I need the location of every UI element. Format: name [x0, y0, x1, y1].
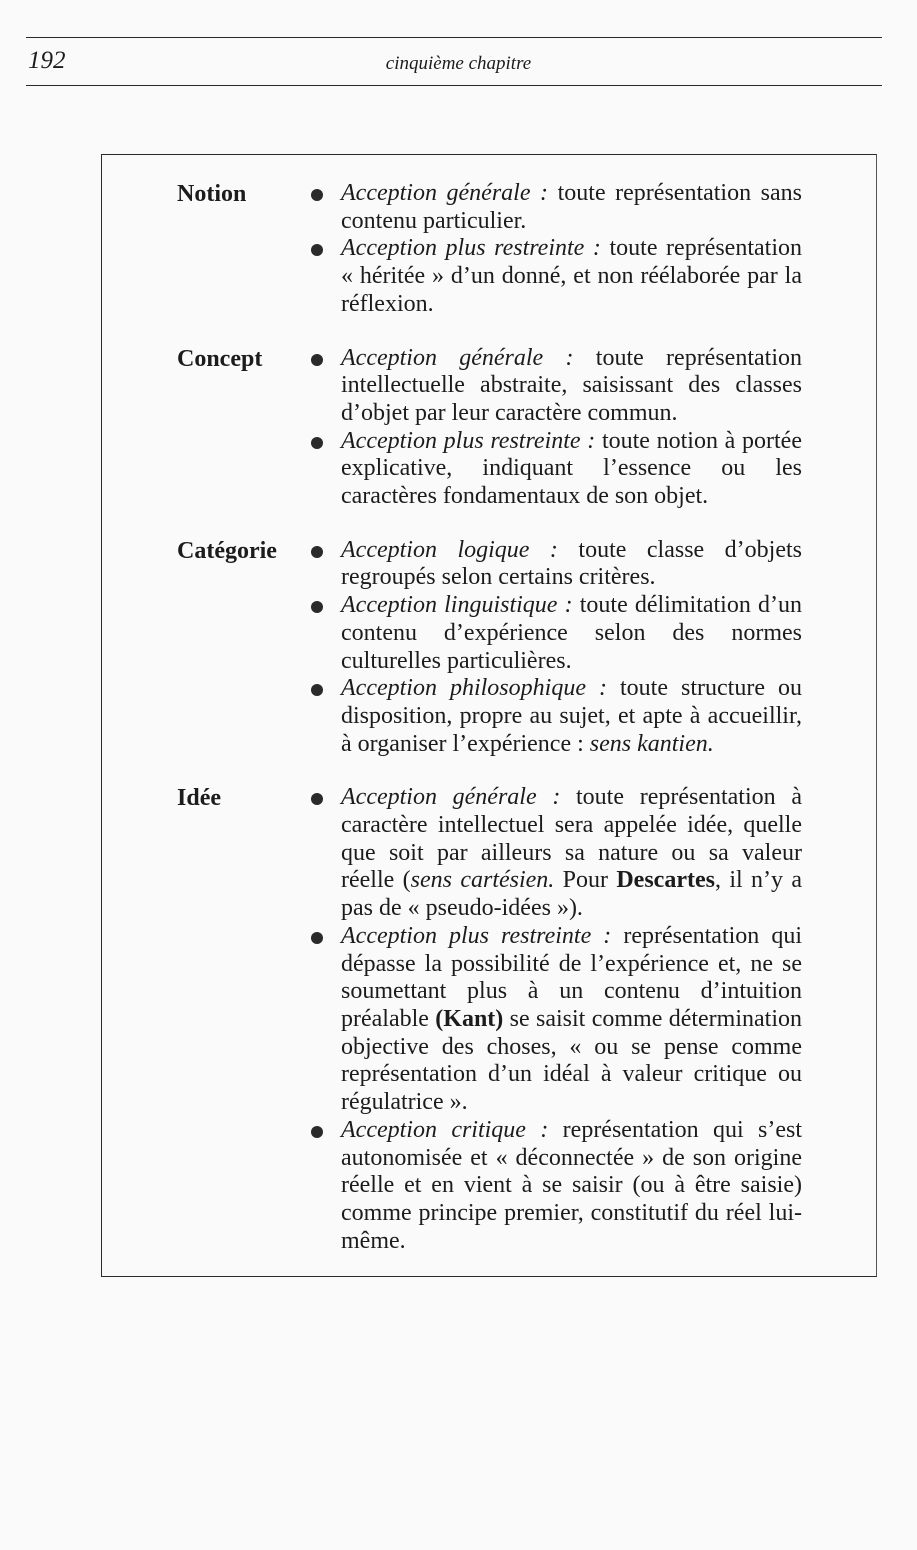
list-item: [311, 180, 802, 235]
list-item: [311, 537, 802, 592]
bullet-icon: [311, 684, 323, 696]
list-item: [311, 592, 802, 675]
bullet-icon: [311, 1126, 323, 1138]
bullet-icon: [311, 793, 323, 805]
acception-label: Acception générale :: [341, 784, 561, 811]
bullet-icon: [311, 932, 323, 944]
entry-idee: [177, 784, 802, 1255]
definitions-list: [177, 180, 802, 1255]
list-item: [311, 1117, 802, 1256]
term-notion: Notion: [177, 181, 247, 207]
definition-text: Pour: [554, 867, 617, 894]
term-categorie: Catégorie: [177, 537, 277, 564]
entry-categorie: [177, 537, 802, 759]
italic-gloss: sens kantien.: [589, 730, 714, 757]
chapter-title: cinquième chapitre: [385, 53, 532, 74]
entry-notion: [177, 180, 802, 319]
definition-text: toute classe d’objets regroupés selon certains critères.: [341, 536, 802, 591]
acception-label: Acception plus restreinte :: [341, 922, 612, 949]
definition-text: toute représentation « héritée » d’un donné, et non réélaborée par la réflexion.: [341, 235, 802, 317]
definition-text: toute représentation à caractère intellectuel sera appelée idée, quelle que soit par ailleurs sa nature ou sa valeur réelle (: [341, 784, 802, 894]
acception-label: Acception plus restreinte :: [341, 427, 596, 454]
definition-text: toute représentation sans contenu particulier.: [341, 180, 802, 234]
bullet-icon: [311, 546, 323, 558]
author-name: Descartes: [616, 867, 715, 894]
definition-text: toute structure ou disposition, propre au sujet, et apte à accueillir, à organiser l’expérience :: [341, 675, 802, 757]
list-item: [311, 784, 802, 923]
bullet-icon: [311, 189, 323, 201]
acception-label: Acception critique :: [341, 1116, 549, 1143]
bullet-icon: [311, 601, 323, 613]
page-number: 192: [28, 47, 66, 74]
definition-text: toute notion à portée explicative, indiquant l’essence ou les caractères fondamentaux de son objet.: [341, 427, 802, 510]
acception-label: Acception générale :: [341, 344, 574, 371]
definition-text: , il n’y a pas de « pseudo-idées »).: [341, 867, 803, 922]
definition-text: toute représentation intellectuelle abstraite, saisissant des classes d’objet par leur caractère commun.: [341, 344, 802, 426]
entry-concept: [177, 345, 802, 511]
acception-label: Acception philosophique :: [341, 675, 607, 702]
header-rule-top: [26, 37, 882, 38]
list-item: [311, 235, 802, 318]
bullet-icon: [311, 354, 323, 366]
definition-text: représentation qui dépasse la possibilité de l’expérience et, ne se soumettant plus à un contenu d’intuition préalable: [341, 922, 802, 1032]
author-name: (Kant): [435, 1005, 504, 1032]
definition-text: se saisit comme détermination objective des choses, « ou se pense comme représentation d’un idéal à valeur critique ou régulatrice ».: [341, 1005, 802, 1116]
header-rule-bottom: [26, 85, 882, 86]
list-item: [311, 923, 802, 1117]
bullet-icon: [311, 437, 323, 449]
acception-label: Acception logique :: [341, 536, 558, 563]
italic-gloss: sens cartésien.: [410, 867, 555, 894]
definition-text: toute délimitation d’un contenu d’expérience selon des normes culturelles particulières.: [341, 592, 802, 674]
acception-label: Acception générale :: [341, 180, 549, 206]
bullet-icon: [311, 244, 323, 256]
term-idee: Idée: [177, 785, 221, 812]
term-concept: Concept: [177, 345, 263, 372]
list-item: [311, 345, 802, 428]
definition-text: représentation qui s’est autonomisée et « déconnectée » de son origine réelle et en vient à se saisir (ou à être saisie) comme principe premier, constitutif du réel lui-même.: [341, 1116, 802, 1254]
list-item: [311, 428, 802, 511]
acception-label: Acception plus restreinte :: [341, 235, 601, 262]
list-item: [311, 675, 802, 758]
acception-label: Acception linguistique :: [341, 592, 573, 619]
